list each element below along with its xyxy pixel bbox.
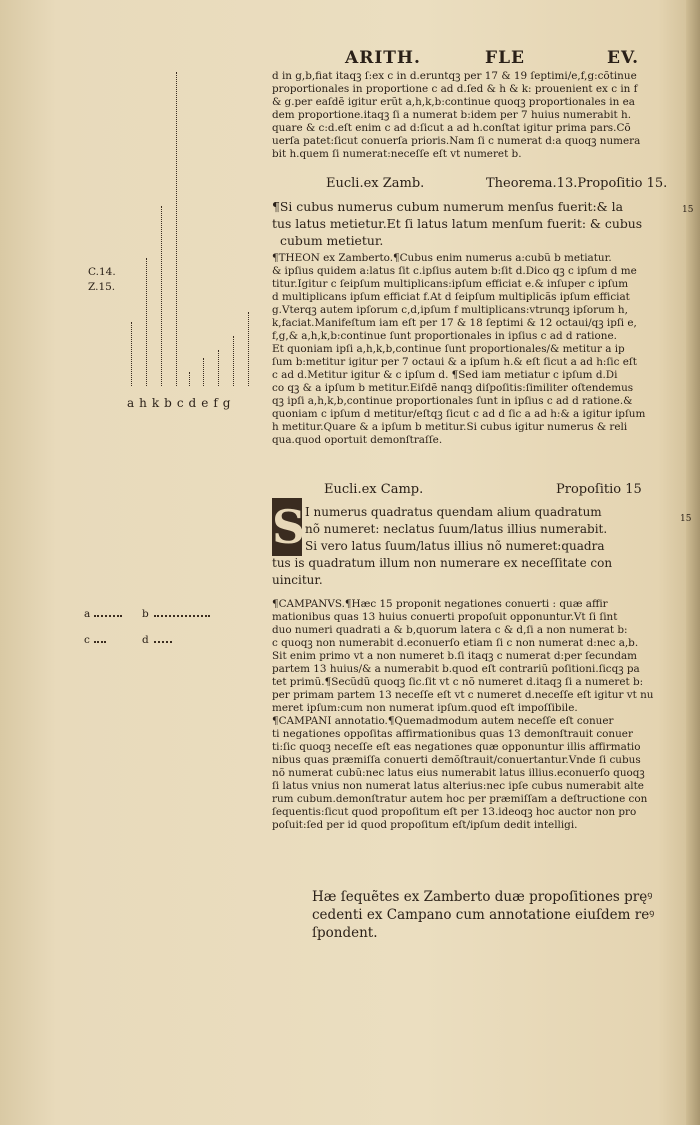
dot-column-k	[161, 206, 162, 386]
text-block-1	[272, 70, 688, 161]
text-line: c quoqꝫ non numerabit d.econuerſo etiam ſi c non numerat d:nec a,b.	[272, 637, 639, 649]
text-line: I numerus quadratus quendam alium quadratum	[305, 505, 602, 519]
proposition-15-zamberto	[272, 198, 662, 249]
text-line: co qꝫ & a ipſum b metitur.Eiſdẽ nanqꝫ diſpoſitis:ſimiliter oſtendemus	[272, 382, 634, 394]
heading-zamb-left: Eucli.ex Zamb.	[326, 176, 425, 191]
text-line: duo numeri quadrati a & b,quorum latera c & d,ſi a non numerat b:	[272, 624, 628, 636]
heading-zamb-right: Theorema.13.Propoſitio 15.	[486, 176, 668, 191]
fig2-label-c: c	[84, 634, 90, 646]
margin-note-c14: C.14.	[88, 266, 116, 278]
text-line: dem proportione.itaqꝫ ſi a numerat b:idem per 7 huius numerabit h.	[272, 109, 632, 121]
text-line: poſuit:ſed per id quod propoſitum eſt/ipſum dedit intelligi.	[272, 819, 578, 831]
text-line: cubum metietur.	[280, 233, 384, 248]
text-line: h metitur.Quare & a ipſum b metitur.Si cubus igitur numerus & reli	[272, 421, 628, 433]
text-line: tus is quadratum illum non numerare ex neceſſitate con	[272, 556, 613, 570]
text-line: & g.per eaſdẽ igitur erũt a,h,k,b:continue quoqꝫ proportionales in ea	[272, 96, 635, 108]
fig2-label-d: d	[142, 634, 149, 646]
dot-column-d	[203, 358, 204, 386]
header-middle: FLE	[485, 48, 525, 68]
text-line: ¶Si cubus numerus cubum numerum menſus fuerit:& la	[272, 199, 623, 214]
text-line: uerſa patet:ſicut conuerſa prioris.Nam ſi c numerat d:a quoqꝫ numera	[272, 135, 641, 147]
text-line: nibus quas præmiſſa conuerti demõſtrauit/conuertantur.Vnde ſi cubus	[272, 754, 641, 766]
text-line: ſequentis:ſicut quod propoſitum eſt per 13.ideoqꝫ hoc auctor non pro	[272, 806, 637, 818]
fig2-dots-a	[94, 615, 122, 617]
text-line: d multiplicans ipſum efficiat f.At d ſeipſum multiplicãs ipſum efficiat	[272, 291, 630, 303]
text-line: Hæ ſequẽtes ex Zamberto duæ propoſitiones pręꝰ	[312, 889, 653, 905]
text-line: meret ipſum:cum non numerat ipſum.quod eſt impoſſibile.	[272, 702, 578, 714]
text-line: qꝫ ipſi a,h,k,b,continue proportionales ſunt in ipſius c ad d ratione.&	[272, 395, 633, 407]
text-block-campanus	[272, 598, 688, 832]
text-line: ſi latus vnius non numerat latus alterius:nec ipſe cubus numerabit alte	[272, 780, 644, 792]
text-line: ſpondent.	[312, 925, 378, 941]
dot-column-h	[146, 258, 147, 386]
text-line: c ad d.Metitur igitur & c ipſum d. ¶Sed iam metiatur c ipſum d.Di	[272, 369, 618, 381]
text-line: Sit enim primo vt a non numeret b.ſi itaqꝫ c numerat d:per ſecundam	[272, 650, 638, 662]
proposition-15-campano	[305, 504, 695, 555]
dot-column-b	[176, 72, 177, 386]
text-line: rum cubum.demonſtratur autem hoc per præmiſſam a deſtructione con	[272, 793, 648, 805]
header-left: ARITH.	[345, 48, 421, 68]
text-line: bit h.quem ſi numerat:neceſſe eſt vt numeret b.	[272, 148, 522, 160]
text-line: & ipſius quidem a:latus ſit c.ipſius autem b:ſit d.Dico qꝫ c ipſum d me	[272, 265, 637, 277]
text-line: ſum b:metitur igitur per 7 octaui & a ipſum h.& eſt ſicut a ad h:ſic eſt	[272, 356, 637, 368]
closing-paragraph	[312, 888, 682, 942]
text-line: proportionales in proportione c ad d.ſed & h & k: prouenient ex c in f	[272, 83, 638, 95]
margin-note-15: 15	[682, 205, 694, 215]
text-line: Si vero latus ſuum/latus illius nõ numeret:quadra	[305, 539, 605, 553]
fig2-label-b: b	[142, 608, 149, 620]
text-line: tet primũ.¶Secũdũ quoqꝫ ſic.ſit vt c nõ numeret d.itaqꝫ ſi a numeret b:	[272, 676, 644, 688]
margin-note-15b: 15	[680, 514, 692, 524]
dot-column-e	[218, 350, 219, 386]
text-line: k,faciat.Manifeſtum iam eſt per 17 & 18 ſeptimi & 12 octaui/qꝫ ipſi e,	[272, 317, 637, 329]
dot-column-g	[248, 312, 249, 386]
text-line: nõ numerat cubũ:nec latus eius numerabit latus illius.econuerſo quoqꝫ	[272, 767, 645, 779]
text-line: per primam partem 13 neceſſe eſt vt c numeret d.neceſſe eſt igitur vt nu	[272, 689, 654, 701]
dot-column-f	[233, 336, 234, 386]
text-line: g.Vterqꝫ autem ipſorum c,d,ipſum f multiplicans:vtrunqꝫ ipſorum h,	[272, 304, 628, 316]
text-line: tus latus metietur.Et ſi latus latum menſum fuerit: & cubus	[272, 216, 643, 231]
text-line: ¶CAMPANI annotatio.¶Quemadmodum autem neceſſe eſt conuer	[272, 715, 614, 727]
fig2-dots-c	[94, 641, 106, 643]
heading-camp-right: Propoſitio 15	[556, 482, 642, 497]
header-right: EV.	[607, 48, 640, 68]
text-line: partem 13 huius/& a numerabit b.quod eſt contrariũ poſitioni.ſicqꝫ pa	[272, 663, 640, 675]
text-line: ti:ſic quoqꝫ neceſſe eſt eas negationes quæ opponuntur illis affirmatio	[272, 741, 641, 753]
dot-column-a	[131, 322, 132, 386]
dot-column-c	[189, 372, 190, 386]
proposition-15-campano-cont	[272, 555, 662, 589]
text-line: nõ numeret: neclatus ſuum/latus illius numerabit.	[305, 522, 608, 536]
text-line: f,g,& a,h,k,b:continue ſunt proportionales in ipſius c ad d ratione.	[272, 330, 617, 342]
fig2-dots-b	[154, 615, 210, 617]
text-block-theon	[272, 252, 688, 447]
heading-camp-left: Eucli.ex Camp.	[324, 482, 424, 497]
margin-note-z15: Z.15.	[88, 281, 116, 293]
text-line: quoniam c ipſum d metitur/eſtqꝫ ſicut c ad d ſic a ad h:& a igitur ipſum	[272, 408, 646, 420]
decorated-initial: S	[272, 500, 306, 554]
fig2-dots-d	[154, 641, 172, 643]
text-line: uincitur.	[272, 573, 323, 587]
text-line: Et quoniam ipſi a,h,k,b,continue ſunt proportionales/& metitur a ip	[272, 343, 625, 355]
text-line: qua.quod oportuit demonſtraſſe.	[272, 434, 443, 446]
text-line: ¶THEON ex Zamberto.¶Cubus enim numerus a:cubũ b metiatur.	[272, 252, 612, 264]
text-line: ti negationes oppoſitas affirmationibus quas 13 demonſtrauit conuer	[272, 728, 633, 740]
text-line: d in g,b,fiat itaqꝫ ſ:ex c in d.eruntqꝫ per 17 & 19 ſeptimi/e,f,g:cõtinue	[272, 70, 637, 82]
text-line: ¶CAMPANVS.¶Hæc 15 proponit negationes conuerti : quæ affir	[272, 598, 608, 610]
fig2-label-a: a	[84, 608, 91, 620]
text-line: cedenti ex Campano cum annotatione eiuſdem reꝰ	[312, 907, 655, 923]
text-line: titur.Igitur c ſeipſum multiplicans:ipſum efficiat e.& inſuper c ipſum	[272, 278, 629, 290]
text-line: quare & c:d.eſt enim c ad d:ſicut a ad h.conſtat igitur prima pars.Cõ	[272, 122, 631, 134]
text-line: mationibus quas 13 huius conuerti propoſuit opponuntur.Vt ſi ſint	[272, 611, 618, 623]
figure-letters: ahkbcdefg	[127, 396, 236, 410]
page-gutter	[686, 0, 700, 1125]
